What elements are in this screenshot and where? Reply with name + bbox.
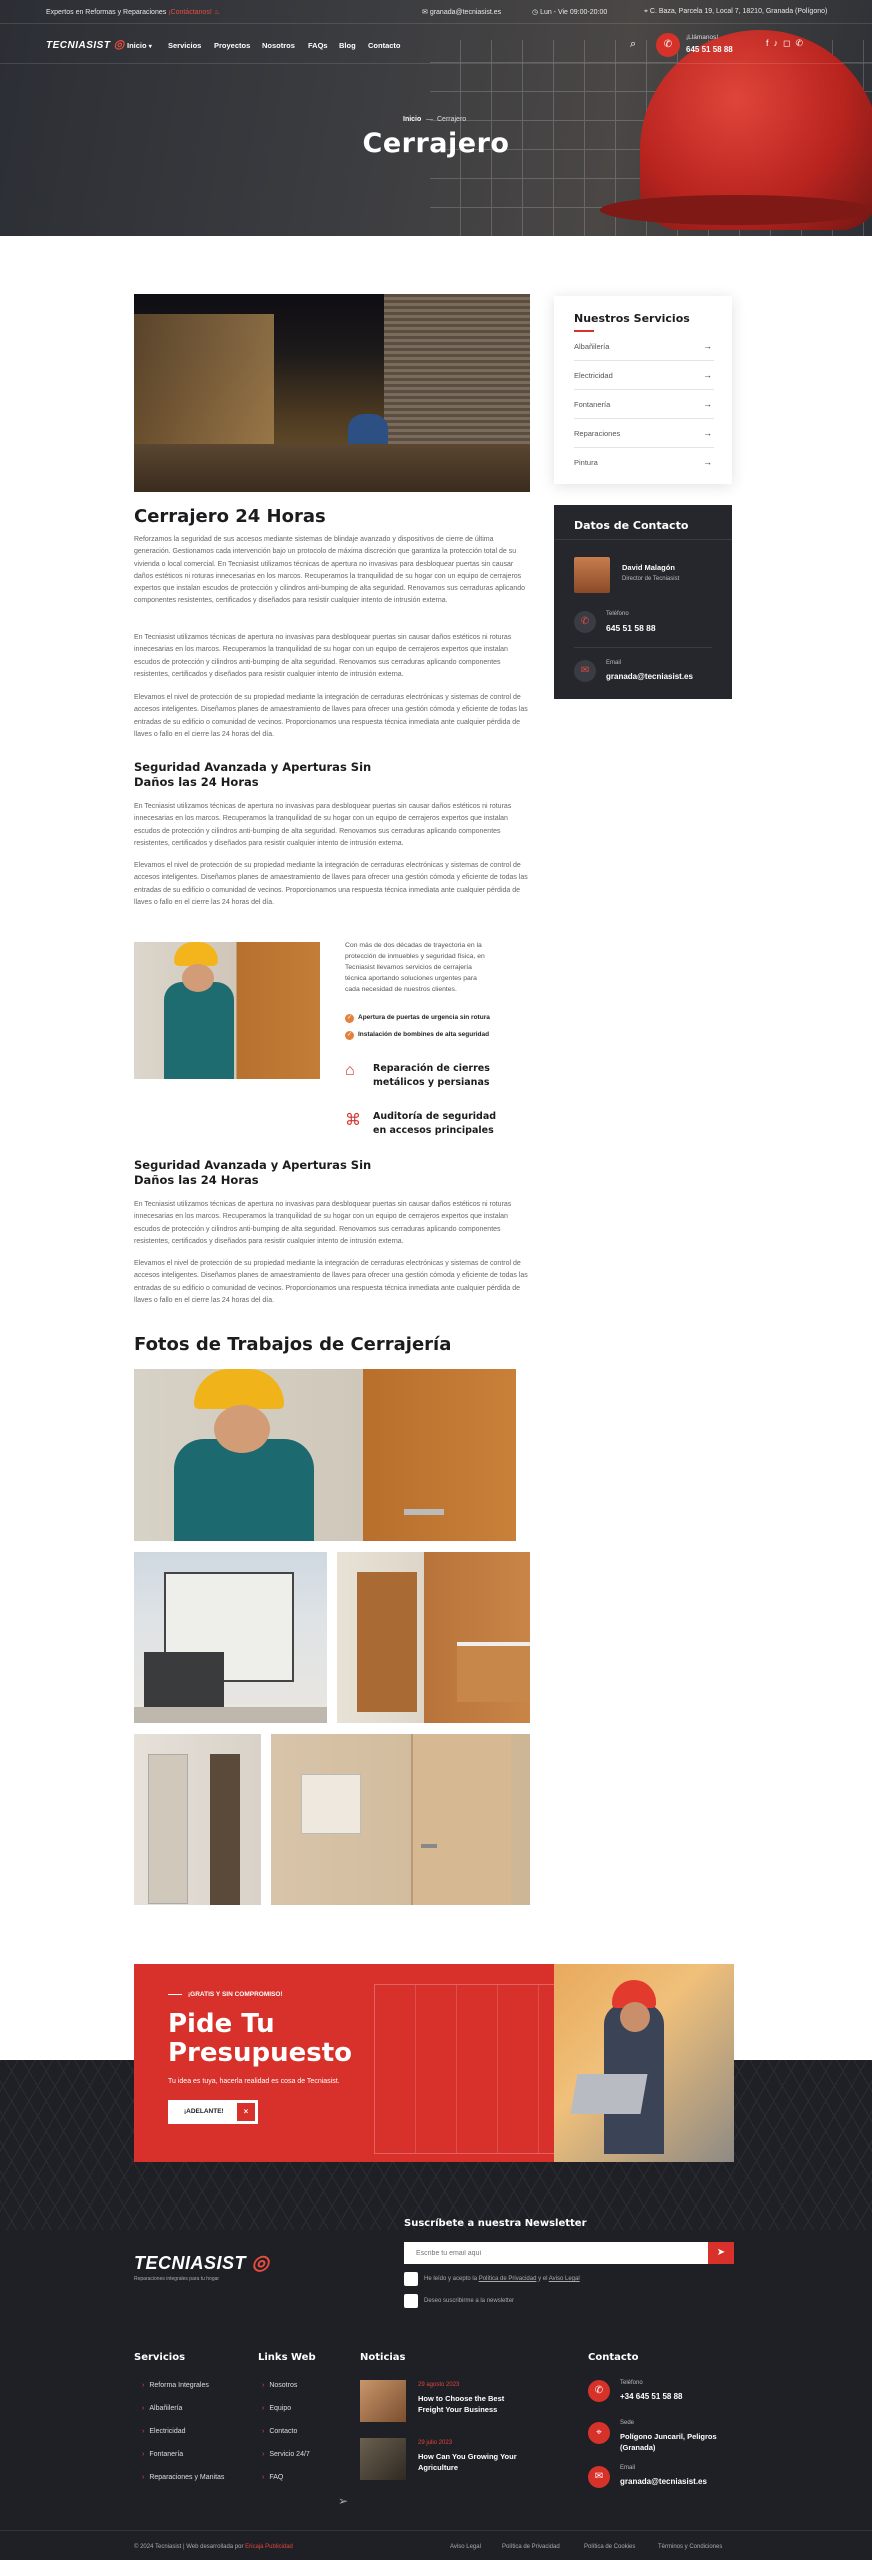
arrow-right-icon: → (703, 399, 712, 409)
location-icon: ⌖ (644, 8, 650, 15)
gallery-photo-1[interactable] (134, 1369, 516, 1541)
news-title[interactable]: How Can You Growing Your Agriculture (418, 2452, 517, 2472)
paragraph-3: Elevamos el nivel de protección de su propiedad mediante la integración de cerraduras electrónicas y sistemas de control de accesos inteligentes. Diseñamos planes de amaestramiento de llaves para ofrecer una gestión cómoda y eficiente de todas las entradas de su edificio o comunidad de vecinos. Proporcionamos una respuesta técnica inmediata ante cualquier pérdida de llaves o fallo en el cierre las 24 horas del día. (134, 694, 528, 738)
clock-icon: ◷ (532, 9, 541, 16)
cta-title-line1: Pide Tu (168, 2009, 275, 2039)
privacy-consent: He leído y acepto la Política de Privacidad y el Aviso Legal (424, 2276, 580, 2282)
footer-office: Polígono Juncaril, Peligros (Granada) (620, 2432, 717, 2452)
subsection-title: Seguridad Avanzada y Aperturas Sin Daños las 24 Horas (134, 760, 372, 789)
paragraph-5: Elevamos el nivel de protección de su propiedad mediante la integración de cerraduras electrónicas y sistemas de control de accesos inteligentes. Diseñamos planes de amaestramiento de llaves para ofrecer una gestión cómoda y eficiente de todas las entradas de su edificio o comunidad de vecinos. Proporcionamos una respuesta técnica inmediata ante cualquier pérdida de llaves o fallo en el cierre las 24 horas del día. (134, 862, 528, 906)
check-icon: ✓ (346, 1032, 353, 1038)
newsletter-email-input[interactable] (404, 2242, 708, 2264)
topbar-email[interactable]: ✉ granada@tecniasist.es (422, 9, 502, 16)
footer-services-title: Servicios (134, 2352, 186, 2363)
footer-service-link[interactable]: › Electricidad (142, 2428, 186, 2435)
search-icon[interactable]: ⌕ (630, 38, 637, 50)
nav-proyectos[interactable]: Proyectos (214, 41, 251, 50)
footer-legal-link[interactable]: Aviso Legal (450, 2544, 481, 2550)
news-date: 29 agosto 2023 (418, 2382, 460, 2388)
nav-contacto[interactable]: Contacto (368, 41, 401, 50)
site-logo[interactable]: TECNIASIST ◎ (46, 37, 125, 51)
call-label: ¡Llámanos! (686, 34, 719, 41)
footer-service-link[interactable]: › Fontanería (142, 2451, 183, 2458)
instagram-icon[interactable]: ◻ (783, 38, 796, 48)
footer-links-title: Links Web (258, 2352, 316, 2363)
paragraph-6: En Tecniasist utilizamos técnicas de apertura no invasivas para desbloquear puertas sin causar daños estéticos ni roturas innecesarias en los marcos. Recuperamos la tranquilidad de su hogar con un equipo de cerrajeros expertos que instalan escudos de protección y cilindros anti-bumping de alta seguridad. Renovamos sus cerraduras aplicando componentes resistentes, certificados y diseñados para resistir cualquier intento de intrusión externa. (134, 1201, 512, 1245)
send-icon[interactable]: ➤ (708, 2242, 734, 2264)
news-thumbnail[interactable] (360, 2438, 406, 2480)
footer-service-link[interactable]: › Reparaciones y Manitas (142, 2474, 224, 2481)
flame-icon: ♨ (213, 9, 221, 16)
shutter-icon: ⌂ (345, 1062, 355, 1079)
gallery-photo-2[interactable] (134, 1552, 327, 1723)
sidebar-service-electricidad[interactable]: Electricidad → (574, 361, 714, 390)
mail-icon: ✉ (574, 660, 596, 682)
check-item-1: Apertura de puertas de urgencia sin rotura (358, 1014, 490, 1021)
footer-news-title: Noticias (360, 2352, 406, 2363)
check-item-2: Instalación de bombines de alta seguridad (358, 1031, 490, 1038)
subscribe-label: Deseo suscribirme a la newsletter (424, 2298, 515, 2304)
footer-cookies-link[interactable]: Política de Cookies (584, 2544, 636, 2550)
locksmith-night-photo (134, 294, 530, 492)
contact-widget-title: Datos de Contacto (574, 519, 689, 532)
footer-web-link[interactable]: › FAQ (262, 2474, 283, 2481)
arrow-right-icon: → (703, 370, 712, 380)
logo-mark-icon: ◎ (251, 2252, 270, 2274)
audit-icon: ⌘ (345, 1112, 361, 1129)
breadcrumb-separator: — (426, 116, 433, 123)
paragraph-4: En Tecniasist utilizamos técnicas de apertura no invasivas para desbloquear puertas sin causar daños estéticos ni roturas innecesarias en los marcos. Recuperamos la tranquilidad de su hogar con un equipo de cerrajeros expertos que instalan escudos de protección y cilindros anti-bumping de alta seguridad. Renovamos sus cerraduras aplicando componentes resistentes, certificados y diseñados para resistir cualquier intento de intrusión externa. (134, 803, 512, 847)
services-widget (554, 296, 732, 484)
sidebar-service-albanileria[interactable]: Albañilería → (574, 332, 714, 361)
arrow-right-icon: → (703, 428, 712, 438)
phone-icon: ✆ (574, 611, 596, 633)
news-date: 29 julio 2023 (418, 2440, 453, 2446)
gallery-photo-5[interactable] (271, 1734, 530, 1905)
whatsapp-icon[interactable]: ✆ (795, 38, 809, 48)
feature-2: Auditoría de seguridad en accesos principales (373, 1111, 497, 1136)
topbar-hours: ◷ Lun - Vie 09:00-20:00 (532, 9, 608, 16)
intro-paragraph: Reforzamos la seguridad de sus accesos mediante sistemas de blindaje avanzado y dispositivos de cierre de última generación. Gestionamos cada intervención bajo un protocolo de máxima discreción que garantiza la protección total de su vivienda o local comercial. En Tecniasist utilizamos técnicas de apertura no invasivas para desbloquear puertas sin causar daños estéticos ni roturas innecesarias en los marcos. Recuperamos la tranquilidad de su hogar con un equipo de cerrajeros expertos que instalan escudos de protección y cilindros anti-bumping de alta seguridad. Renovamos sus cerraduras aplicando componentes resistentes, certificados y diseñados para resistir cualquier intento de intrusión externa. (134, 536, 526, 605)
footer-logo-tagline: Reparaciones integrales para tu hogar (134, 2276, 220, 2282)
phone-icon: ✆ (588, 2380, 610, 2402)
chevron-down-icon: ▾ (148, 44, 152, 50)
close-icon: × (237, 2103, 255, 2121)
news-title[interactable]: How to Choose the Best Freight Your Business (418, 2394, 505, 2414)
tiktok-icon[interactable]: ♪ (773, 38, 784, 48)
nav-nosotros[interactable]: Nosotros (262, 41, 295, 50)
cta-kicker: ¡GRATIS Y SIN COMPROMISO! (188, 1991, 283, 1998)
locksmith-door-photo (134, 942, 320, 1079)
sidebar-service-reparaciones[interactable]: Reparaciones → (574, 419, 714, 448)
copyright: © 2024 Tecniasist | Web desarrollada por Ericaja Publicidad (134, 2544, 293, 2550)
subsection-title-2: Seguridad Avanzada y Aperturas Sin Daños las 24 Horas (134, 1158, 372, 1187)
contact-phone[interactable]: 645 51 58 88 (606, 623, 656, 633)
privacy-link[interactable]: Política de Privacidad (478, 2276, 537, 2282)
breadcrumb-current: Cerrajero (437, 116, 467, 123)
legal-link[interactable]: Aviso Legal (548, 2276, 580, 2282)
footer-web-link[interactable]: › Equipo (262, 2405, 291, 2412)
footer-phone[interactable]: +34 645 51 58 88 (620, 2392, 683, 2401)
mail-icon: ✉ (588, 2466, 610, 2488)
footer-web-link[interactable]: › Nosotros (262, 2382, 297, 2389)
feature-intro: Con más de dos décadas de trayectoria en la protección de inmuebles y seguridad física, en Tecniasist llevamos servicios de cerrajería técnica aportando soluciones urgentes para cada necesidad de nuestros clientes. (345, 942, 485, 993)
subscribe-checkbox[interactable] (404, 2294, 418, 2308)
topbar (0, 0, 872, 24)
section-title: Cerrajero 24 Horas (134, 506, 326, 527)
check-icon: ✓ (346, 1015, 353, 1021)
contact-person-role: Director de Tecniasist (622, 576, 680, 582)
footer-phone-label: Teléfono (620, 2380, 643, 2386)
sidebar-service-pintura[interactable]: Pintura → (574, 448, 714, 477)
topbar-tagline: Expertos en Reformas y Reparaciones ¡Contáctanos! ♨ (46, 9, 221, 16)
cta-subtitle: Tu idea es tuya, hacerla realidad es cosa de Tecniasist. (168, 2078, 340, 2085)
page-title: Cerrajero (362, 128, 510, 159)
nav-servicios[interactable]: Servicios (168, 41, 202, 50)
gallery-photo-4[interactable] (134, 1734, 261, 1905)
quote-cta-banner (134, 1964, 734, 2162)
footer-logo[interactable]: TECNIASIST ◎ (134, 2252, 270, 2274)
footer-service-link[interactable]: › Reforma Integrales (142, 2382, 209, 2389)
paragraph-2: En Tecniasist utilizamos técnicas de apertura no invasivas para desbloquear puertas sin causar daños estéticos ni roturas innecesarias en los marcos. Recuperamos la tranquilidad de su hogar con un equipo de cerrajeros expertos que instalan escudos de protección y cilindros anti-bumping de alta seguridad. Renovamos sus cerraduras aplicando componentes resistentes, certificados y diseñados para resistir cualquier intento de intrusión externa. (134, 634, 512, 678)
breadcrumb-home[interactable]: Inicio (403, 116, 422, 123)
services-widget-title: Nuestros Servicios (574, 312, 690, 325)
footer-web-link[interactable]: › Servicio 24/7 (262, 2451, 310, 2458)
feature-1: Reparación de cierres metálicos y persianas (373, 1063, 490, 1088)
nav-inicio[interactable]: Inicio ▾ (127, 41, 152, 50)
avatar (574, 557, 610, 593)
contact-phone-label: Teléfono (606, 611, 629, 617)
privacy-checkbox[interactable] (404, 2272, 418, 2286)
developer-link[interactable]: Ericaja Publicidad (245, 2544, 293, 2550)
hero-section (0, 0, 872, 236)
gallery-title: Fotos de Trabajos de Cerrajería (134, 1334, 452, 1355)
call-number[interactable]: 645 51 58 88 (686, 45, 733, 54)
arrow-right-icon: → (703, 457, 712, 467)
contact-email[interactable]: granada@tecniasist.es (606, 672, 693, 681)
social-icons (766, 38, 808, 49)
gallery-photo-3[interactable] (337, 1552, 530, 1723)
main-nav (0, 24, 872, 64)
topbar-address: ⌖ C. Baza, Parcela 19, Local 7, 18210, Granada (Polígono) (644, 8, 828, 15)
sidebar-service-fontaneria[interactable]: Fontanería → (574, 390, 714, 419)
paragraph-7: Elevamos el nivel de protección de su propiedad mediante la integración de cerraduras electrónicas y sistemas de control de accesos inteligentes. Diseñamos planes de amaestramiento de llaves para ofrecer una gestión cómoda y eficiente de todas las entradas de su edificio o comunidad de vecinos. Proporcionamos una respuesta técnica inmediata ante cualquier pérdida de llaves o fallo en el cierre las 24 horas del día. (134, 1260, 528, 1304)
logo-mark-icon: ◎ (113, 37, 125, 51)
footer-web-link[interactable]: › Contacto (262, 2428, 297, 2435)
footer-email-label: Email (620, 2465, 636, 2471)
news-thumbnail[interactable] (360, 2380, 406, 2422)
newsletter-title: Suscríbete a nuestra Newsletter (404, 2218, 587, 2229)
footer-office-label: Sede (620, 2420, 635, 2426)
footer-privacy-link[interactable]: Política de Privacidad (502, 2544, 560, 2550)
facebook-icon[interactable]: f (766, 38, 774, 48)
mail-icon: ✉ (422, 9, 430, 16)
footer-email[interactable]: granada@tecniasist.es (620, 2477, 707, 2486)
phone-icon[interactable]: ✆ (656, 33, 680, 57)
cta-button[interactable]: ¡ADELANTE! × (168, 2100, 258, 2124)
footer-service-link[interactable]: › Albañilería (142, 2405, 182, 2412)
cta-title-line2: Presupuesto (168, 2038, 353, 2068)
contact-person-name: David Malagón (622, 563, 675, 572)
footer-terms-link[interactable]: Términos y Condiciones (658, 2544, 723, 2550)
nav-blog[interactable]: Blog (339, 41, 356, 50)
location-icon: ⌖ (588, 2422, 610, 2444)
contact-email-label: Email (606, 660, 622, 666)
paper-plane-icon: ➢ (338, 2494, 349, 2508)
footer-contact-title: Contacto (588, 2352, 639, 2363)
arrow-right-icon: → (703, 341, 712, 351)
contact-widget (554, 505, 732, 699)
nav-faqs[interactable]: FAQs (308, 41, 328, 50)
topbar-contact-link[interactable]: ¡Contáctanos! (168, 9, 212, 16)
